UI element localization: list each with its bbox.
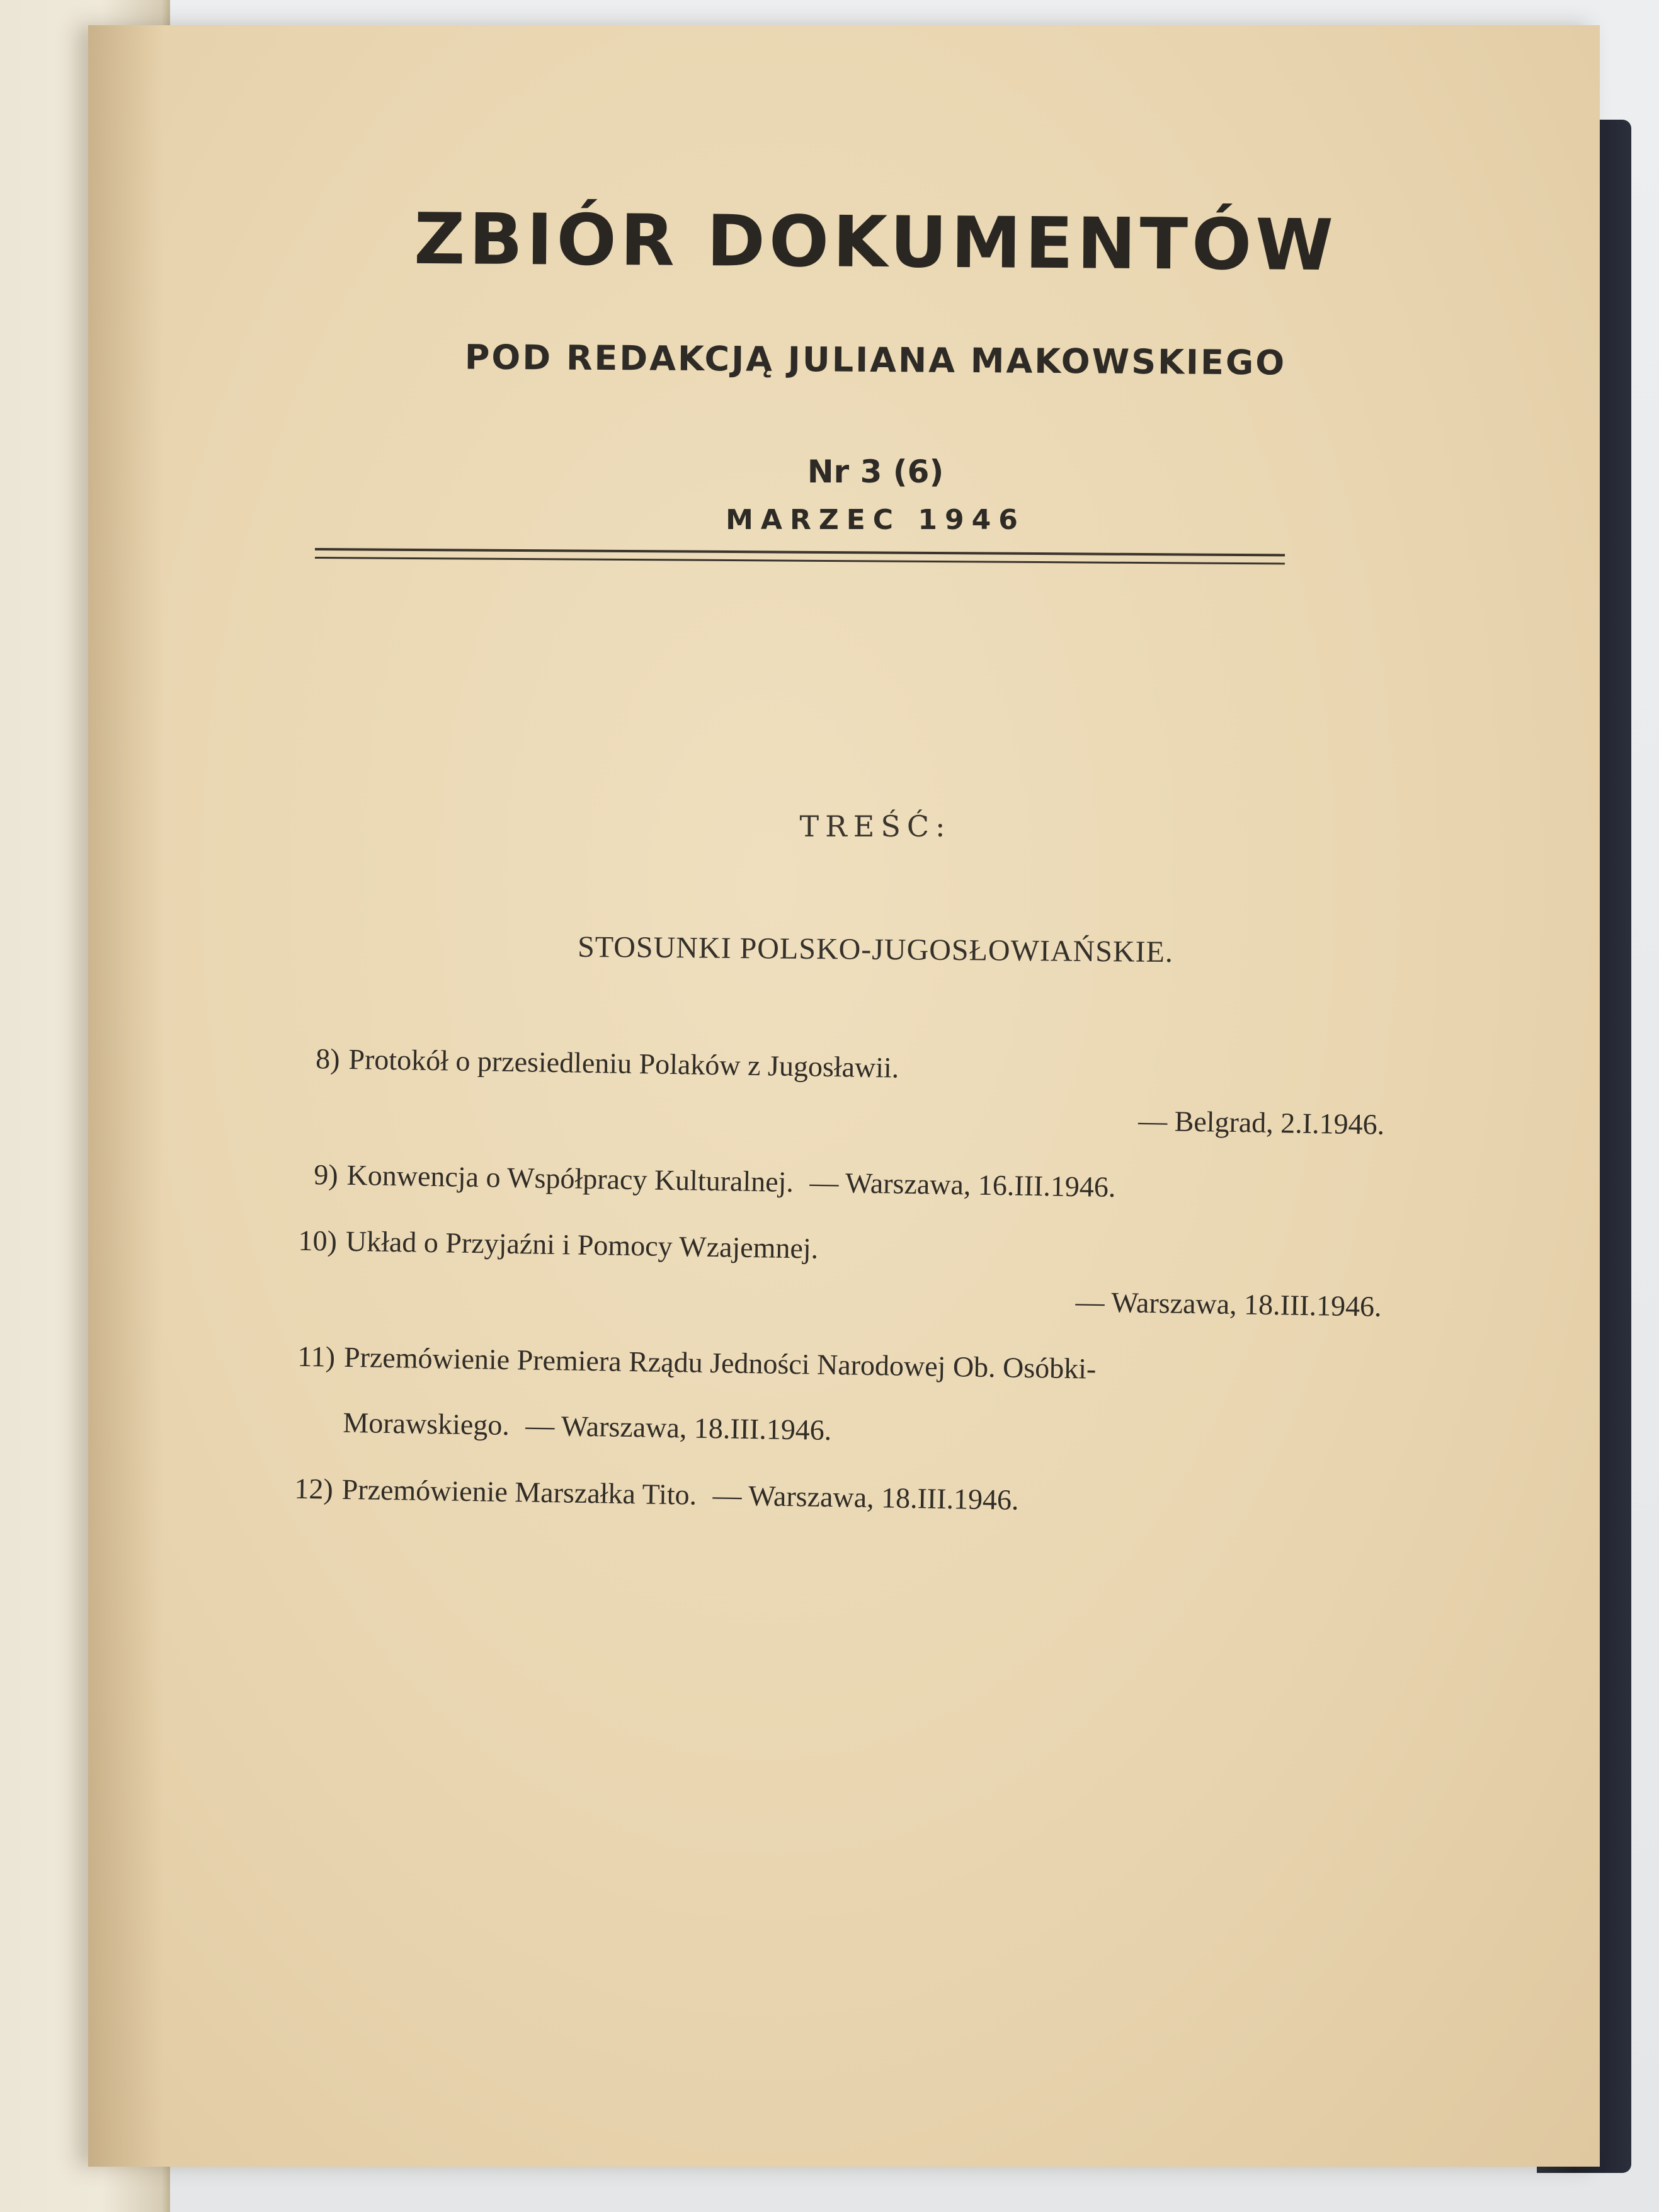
- entry-title: Przemówienie Premiera Rządu Jedności Narodowej Ob. Osóbki-: [343, 1340, 1097, 1385]
- entry-title-continued: Morawskiego.: [343, 1406, 510, 1441]
- toc-entry: [270, 1039, 1392, 1144]
- contents-heading: TREŚĆ:: [799, 809, 952, 843]
- issue-date: MARZEC 1946: [726, 504, 1025, 536]
- toc-entry: [265, 1337, 1387, 1458]
- document-page: [88, 25, 1600, 2167]
- entry-place-date: — Warszawa, 16.III.1946.: [809, 1166, 1116, 1203]
- document-subtitle: POD REDAKCJĄ JULIANA MAKOWSKIEGO: [464, 337, 1287, 383]
- double-rule-divider: [315, 548, 1285, 564]
- toc-entry: [263, 1469, 1385, 1524]
- toc-entry: [268, 1155, 1390, 1211]
- table-of-contents: [263, 1039, 1392, 1553]
- entry-place-date: — Warszawa, 18.III.1946.: [712, 1478, 1019, 1516]
- toc-entry: [266, 1221, 1389, 1326]
- entry-number: 9): [313, 1158, 339, 1191]
- entry-title: Przemówienie Marszałka Tito.: [341, 1473, 697, 1511]
- issue-number: Nr 3 (6): [807, 453, 944, 490]
- entry-title: Układ o Przyjaźni i Pomocy Wzajemnej.: [345, 1225, 819, 1265]
- entry-place-date: — Belgrad, 2.I.1946.: [1137, 1104, 1385, 1141]
- entry-number: 11): [297, 1340, 336, 1373]
- section-title: STOSUNKI POLSKO-JUGOSŁOWIAŃSKIE.: [577, 930, 1174, 969]
- entry-number: 8): [315, 1042, 340, 1075]
- entry-number: 10): [298, 1224, 338, 1258]
- entry-title: Protokół o przesiedleniu Polaków z Jugosławii.: [348, 1042, 899, 1084]
- entry-number: 12): [294, 1472, 334, 1505]
- document-title: ZBIÓR DOKUMENTÓW: [413, 198, 1338, 287]
- entry-place-date: — Warszawa, 18.III.1946.: [1075, 1286, 1382, 1323]
- entry-place-date: — Warszawa, 18.III.1946.: [525, 1409, 832, 1446]
- entry-title: Konwencja o Współpracy Kulturalnej.: [346, 1158, 794, 1198]
